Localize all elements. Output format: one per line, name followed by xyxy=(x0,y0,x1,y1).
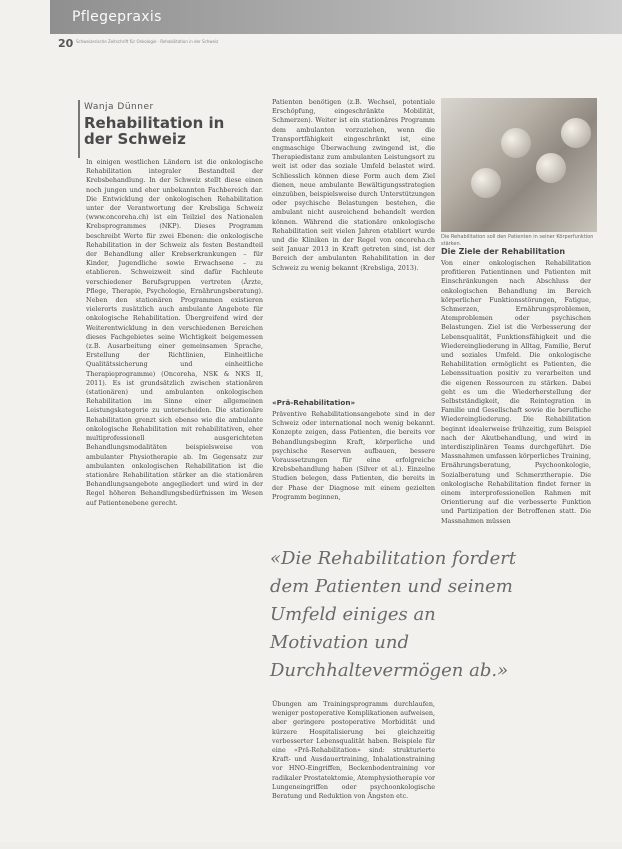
article-title: Rehabilitation in der Schweiz xyxy=(84,114,225,148)
photo-object xyxy=(536,153,566,183)
photo-object xyxy=(501,128,531,158)
page-number: 20 xyxy=(58,37,74,50)
running-header: Schweizerische Zeitschrift für Onkologie · Rehabilitation in der Schweiz xyxy=(76,39,219,44)
article-photo xyxy=(441,98,597,232)
section-title: Pflegepraxis xyxy=(72,9,162,25)
photo-object xyxy=(471,168,501,198)
author-name: Wanja Dünner xyxy=(84,102,154,112)
photo-object xyxy=(561,118,591,148)
body-text: In einigen westlichen Ländern ist die onkologische Rehabilitation integraler Bestandteil der Krebsbehandlung. In der Schweiz stellt diese einen noch jungen und eher unbekannten Fachbereich dar. Die Entwicklung der onkologischen Rehabilitation unter der Verantwortung der Krebsliga Schweiz (www.oncoreha.ch) ist ein Teilziel des Nationalen Krebsprogrammes (NKP). Dieses Programm beschreibt Werte für zwei Ebenen: die onkologische Rehabilitation in der Schweiz als festen Bestandteil der Behandlung aller Krebserkrankungen – für Kinder, Jugendliche sowie Erwachsene – zu etablieren. Schweizweit sind dafür Fachleute verschiedener Berufsgruppen vertreten (Ärzte, Pflege, Therapie, Psychologie, Ernährungsberatung). Neben den stationären Programmen existieren vielerorts zusätzlich auch ambulante Angebote für onkologische Rehabilitation. Übergreifend wird der Weiterentwicklung in den verschiedenen Bereichen dieses Fachgebietes seine Wichtigkeit beigemessen (z.B. Ausarbeitung einer gemeinsamen Sprache, Erstellung der Richtlinien, Einheitliche Qualitätssicherung und einheitliche Therapieprogramme) (Oncoreha, NSK & NKS II, 2011). Es ist grundsätzlich zwischen stationären (stationären) und ambulanten onkologischen Rehabilitation im Sinne einer allgemeinen Leistungskategorie zu unterscheiden. Die stationäre Rehabilitation grenzt sich ebenso wie die ambulante onkologische Rehabilitation mit rehabilitativen, eher multiprofessionell ausgerichteten Behandlungsmodalitäten beispielsweise von ambulanter Physiotherapie ab. Im Gegensatz zur ambulanten onkologischen Rehabilitation ist die stationäre Rehabilitation stärker an die stationären Behandlungsangebote angegliedert und wird in der Regel höheren Behandlungsbedürfnissen im Wesen auf Patientenebene gerecht. xyxy=(86,158,263,507)
section-banner xyxy=(50,0,622,34)
body-column-1 xyxy=(86,158,263,748)
photo-caption: Die Rehabilitation soll den Patienten in seiner Körperfunktion stärken. xyxy=(441,234,594,247)
subheading-pre-rehab: «Prä-Rehabilitation» xyxy=(272,398,356,407)
pull-quote: «Die Rehabilitation fordert dem Patienten und seinem Umfeld einiges an Motivation und Durchhaltevermögen ab.» xyxy=(270,548,517,681)
body-column-2-continued xyxy=(272,700,435,840)
title-accent-bar xyxy=(78,100,80,158)
body-text: Präventive Rehabilitationsangebote sind in der Schweiz oder international noch wenig bekannt. Konzepte zeigen, dass Patienten, die bereits vor Behandlungsbeginn Kraft, körperliche und psychische Reserven aufbauen, bessere Voraussetzungen für eine erfolgreiche Krebsbehandlung haben (Silver et al.). Einzelne Studien belegen, dass Patienten, die bereits in der Phase der Diagnose mit einem gezielten Programm beginnen, xyxy=(272,410,435,501)
body-text: Von einer onkologischen Rehabilitation profitieren Patientinnen und Patienten mit Einschränkungen nach Abschluss der onkologischen Behandlung im Bereich körperlicher Funktionsstörungen, Fatigue, Schmerzen, Ernährungsproblemen, Atemproblemen oder psychischen Belastungen. Ziel ist die Verbesserung der Lebensqualität, Funktionsfähigkeit und die Wiedereingliederung in Alltag, Familie, Beruf und soziales Umfeld. Die onkologische Rehabilitation ermöglicht es Patienten, die Lebenssituation positiv zu verarbeiten und die eigenen Ressourcen zu stärken. Dabei geht es um die Wiederherstellung der Selbstständigkeit, die Reintegration in Familie und Gesellschaft sowie die berufliche Wiedereingliederung. Die Rehabilitation beginnt idealerweise frühzeitig, zum Beispiel nach der Akutbehandlung, und wird in interdisziplinären Teams durchgeführt. Die Massnahmen umfassen körperliches Training, Ernährungsberatung, Psychoonkologie, Sozialberatung und Schmerztherapie. Die onkologische Rehabilitation findet ferner in einem interprofessionellen Rahmen mit Orientierung auf die verbesserte Funktion und Partizipation der Betroffenen statt. Die Massnahmen müssen xyxy=(441,259,591,525)
body-column-3 xyxy=(441,259,591,849)
body-text: Übungen am Trainingsprogramm durchlaufen, weniger postoperative Komplikationen aufweisen, aber geringere postoperative Morbidität und kürzere Hospitalisierung bei gleichzeitig verbesserter Lebensqualität haben. Beispiele für eine «Prä-Rehabilitation» sind: strukturierte Kraft- und Ausdauertraining, Inhalationstraining vor HNO-Eingriffen, Beckenbodentraining vor radikaler Prostatektomie, Atemphysiotherapie vor Lungeneingriffen oder psychoonkologische Beratung und Reduktion von Ängsten etc. xyxy=(272,700,435,801)
section-heading-goals: Die Ziele der Rehabilitation xyxy=(441,247,566,256)
body-text: Patienten benötigen (z.B. Wechsel, potentiale Erschöpfung, eingeschränkte Mobilität, Schmerzen). Weiter ist ein stationäres Programm dem ambulanten vorzuziehen, wenn die Transportfähigkeit eingeschränkt ist, eine engmaschige Überwachung zwingend ist, die Therapiedistanz zum ambulanten Leistungsort zu weit ist oder das soziale Umfeld belastet wird. Schliesslich können diese Form auch dem Ziel dienen, neue ambulante Bewältigungsstrategien einzuüben, beispielsweise durch Unterstützungen oder psychische Belastungen bestehen, die ambulant nicht ausreichend behandelt werden können. Während die stationäre onkologische Rehabilitation seit vielen Jahren etabliert wurde und die Kliniken in der Regel von oncoreha.ch seit Januar 2013 in Kraft getreten sind, ist der Bereich der ambulanten Rehabilitation in der Schweiz zu wenig bekannt (Krebsliga, 2013). xyxy=(272,98,435,272)
body-column-2-section xyxy=(272,410,435,538)
